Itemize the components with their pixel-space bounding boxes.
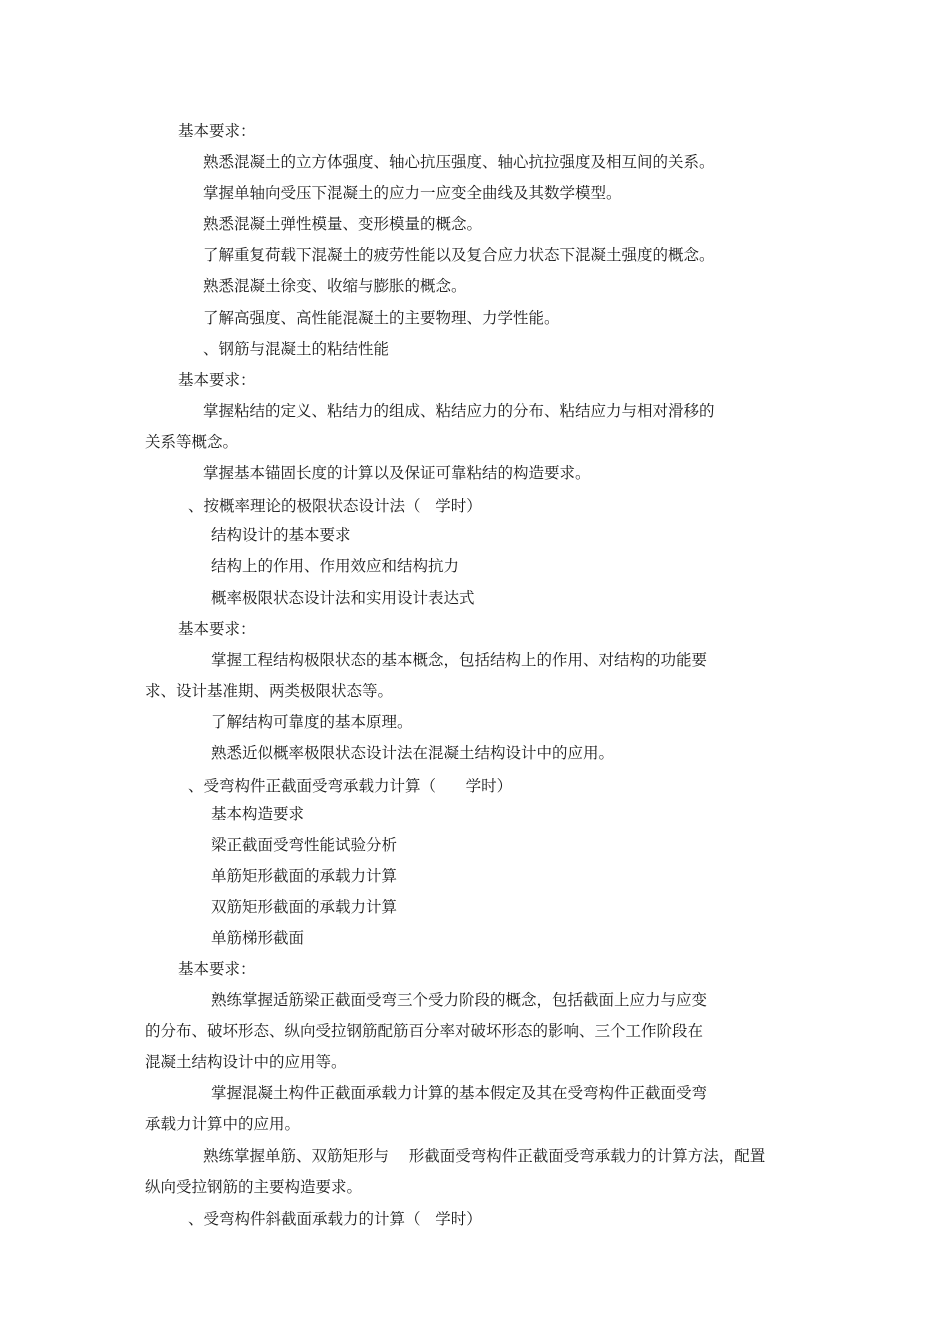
heading-basic-requirements: 基本要求：	[178, 960, 256, 978]
requirement-item: 熟悉混凝土弹性模量、变形模量的概念。	[203, 215, 483, 233]
requirement-item: 掌握单轴向受压下混凝土的应力一应变全曲线及其数学模型。	[203, 184, 622, 202]
heading-basic-requirements: 基本要求：	[178, 371, 256, 389]
requirement-item: 熟练掌握适筋梁正截面受弯三个受力阶段的概念，包括截面上应力与应变	[211, 991, 708, 1009]
requirement-item: 熟悉混凝土的立方体强度、轴心抗压强度、轴心抗拉强度及相互间的关系。	[203, 153, 715, 171]
heading-basic-requirements: 基本要求：	[178, 122, 256, 140]
subtopic-item: 单筋梯形截面	[211, 929, 305, 947]
subtopic-item: 梁正截面受弯性能试验分析	[211, 836, 398, 854]
requirement-item: 掌握混凝土构件正截面承载力计算的基本假定及其在受弯构件正截面受弯	[211, 1084, 708, 1102]
subtopic-item: 基本构造要求	[211, 805, 305, 823]
requirement-item: 了解结构可靠度的基本原理。	[211, 713, 413, 731]
subtopic-item: 结构上的作用、作用效应和结构抗力	[211, 557, 460, 575]
requirement-item-continued: 承载力计算中的应用。	[145, 1115, 301, 1133]
section-heading: 、钢筋与混凝土的粘结性能	[203, 340, 390, 358]
requirement-item-continued: 关系等概念。	[145, 433, 239, 451]
requirement-item: 了解重复荷载下混凝土的疲劳性能以及复合应力状态下混凝土强度的概念。	[203, 246, 715, 264]
subtopic-item: 结构设计的基本要求	[211, 526, 351, 544]
requirement-item: 掌握基本锚固长度的计算以及保证可靠粘结的构造要求。	[203, 464, 591, 482]
requirement-item: 熟悉近似概率极限状态设计法在混凝土结构设计中的应用。	[211, 744, 615, 762]
heading-basic-requirements: 基本要求：	[178, 620, 256, 638]
subtopic-item: 概率极限状态设计法和实用设计表达式	[211, 589, 475, 607]
subtopic-item: 双筋矩形截面的承载力计算	[211, 898, 398, 916]
requirement-item: 掌握工程结构极限状态的基本概念，包括结构上的作用、对结构的功能要	[211, 651, 708, 669]
requirement-item: 掌握粘结的定义、粘结力的组成、粘结应力的分布、粘结应力与相对滑移的	[203, 402, 715, 420]
requirement-item-continued: 求、设计基准期、两类极限状态等。	[145, 682, 394, 700]
requirement-item-continued: 纵向受拉钢筋的主要构造要求。	[145, 1178, 363, 1196]
section-heading: 、按概率理论的极限状态设计法（ 学时）	[188, 497, 482, 515]
requirement-item-continued: 的分布、破坏形态、纵向受拉钢筋配筋百分率对破坏形态的影响、三个工作阶段在	[145, 1022, 704, 1040]
section-heading: 、受弯构件斜截面承载力的计算（ 学时）	[188, 1210, 482, 1228]
requirement-item: 了解高强度、高性能混凝土的主要物理、力学性能。	[203, 309, 560, 327]
requirement-item-continued: 混凝土结构设计中的应用等。	[145, 1053, 347, 1071]
subtopic-item: 单筋矩形截面的承载力计算	[211, 867, 398, 885]
section-heading: 、受弯构件正截面受弯承载力计算（ 学时）	[188, 777, 513, 795]
requirement-item: 熟练掌握单筋、双筋矩形与 形截面受弯构件正截面受弯承载力的计算方法，配置	[203, 1147, 766, 1165]
requirement-item: 熟悉混凝土徐变、收缩与膨胀的概念。	[203, 277, 467, 295]
